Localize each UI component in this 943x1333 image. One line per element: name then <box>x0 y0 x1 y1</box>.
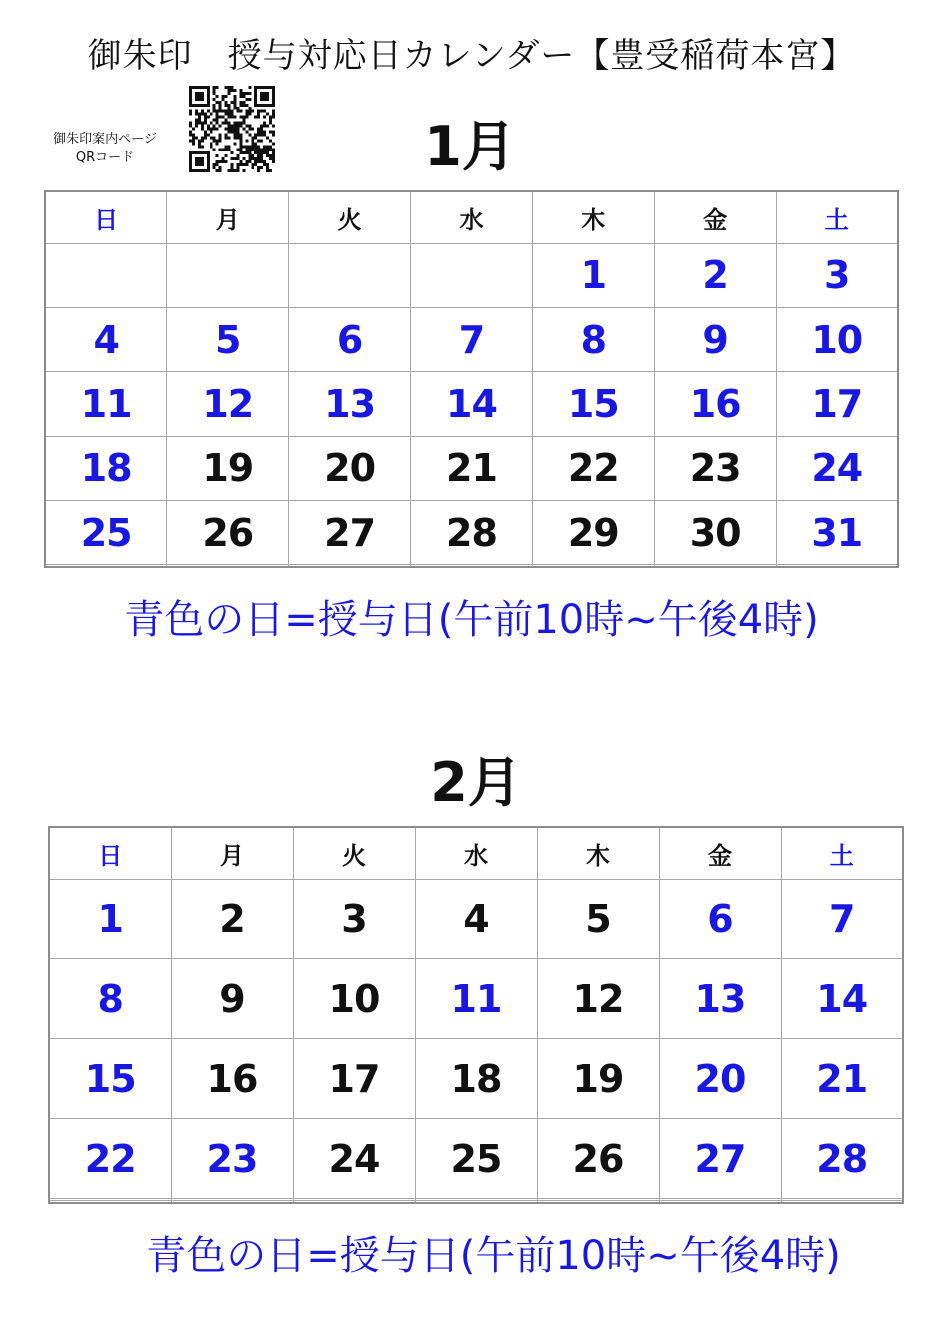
day-cell-available: 14 <box>411 372 533 436</box>
day-cell: 30 <box>654 500 776 564</box>
weekday-header: 土 <box>781 827 903 879</box>
weekday-header: 日 <box>45 191 167 243</box>
qr-label-line2: QRコード <box>75 150 135 165</box>
week-row <box>45 565 898 567</box>
day-cell-available: 16 <box>654 372 776 436</box>
weekday-header: 金 <box>659 827 781 879</box>
day-cell-available: 9 <box>654 307 776 371</box>
day-cell-available: 28 <box>781 1119 903 1199</box>
day-cell: 22 <box>532 436 654 500</box>
day-cell-empty <box>411 565 533 567</box>
day-cell: 19 <box>537 1039 659 1119</box>
day-cell: 26 <box>537 1119 659 1199</box>
day-cell-empty <box>167 243 289 307</box>
week-row <box>45 372 898 436</box>
weekday-header: 土 <box>776 191 898 243</box>
day-cell: 12 <box>537 959 659 1039</box>
day-cell-empty <box>415 1200 537 1203</box>
week-row <box>45 243 898 307</box>
day-cell-available: 14 <box>781 959 903 1039</box>
day-cell-empty <box>45 243 167 307</box>
month-title-january: 1月 <box>424 115 516 178</box>
day-cell-empty <box>659 1200 781 1203</box>
day-cell-available: 15 <box>49 1039 171 1119</box>
day-cell-empty <box>167 565 289 567</box>
week-row <box>49 1200 903 1203</box>
month-title-february: 2月 <box>430 751 522 814</box>
day-cell-available: 3 <box>776 243 898 307</box>
day-cell-empty <box>532 565 654 567</box>
day-cell-empty <box>289 565 411 567</box>
calendar-january <box>44 190 899 568</box>
day-cell-available: 20 <box>659 1039 781 1119</box>
day-cell: 2 <box>171 879 293 959</box>
day-cell-available: 7 <box>411 307 533 371</box>
day-cell: 9 <box>171 959 293 1039</box>
weekday-header: 木 <box>537 827 659 879</box>
day-cell-available: 12 <box>167 372 289 436</box>
week-row <box>49 1039 903 1119</box>
weekday-header: 水 <box>415 827 537 879</box>
day-cell: 5 <box>537 879 659 959</box>
day-cell-available: 31 <box>776 500 898 564</box>
day-cell-empty <box>289 243 411 307</box>
calendar-february <box>48 826 904 1204</box>
day-cell-empty <box>411 243 533 307</box>
day-cell-available: 21 <box>781 1039 903 1119</box>
day-cell-empty <box>781 1200 903 1203</box>
day-cell-available: 8 <box>49 959 171 1039</box>
weekday-header: 月 <box>167 191 289 243</box>
week-row <box>49 959 903 1039</box>
day-cell: 27 <box>289 500 411 564</box>
day-cell: 18 <box>415 1039 537 1119</box>
day-cell-available: 27 <box>659 1119 781 1199</box>
day-cell-available: 1 <box>532 243 654 307</box>
day-cell-available: 23 <box>171 1119 293 1199</box>
day-cell-empty <box>654 565 776 567</box>
day-cell: 20 <box>289 436 411 500</box>
day-cell-available: 11 <box>415 959 537 1039</box>
day-cell-available: 15 <box>532 372 654 436</box>
day-cell: 24 <box>293 1119 415 1199</box>
day-cell-available: 6 <box>659 879 781 959</box>
weekday-header: 火 <box>293 827 415 879</box>
qr-label <box>40 131 170 167</box>
day-cell: 17 <box>293 1039 415 1119</box>
week-row <box>45 500 898 564</box>
week-row <box>45 307 898 371</box>
weekday-header-row <box>45 191 898 243</box>
day-cell-available: 7 <box>781 879 903 959</box>
day-cell-available: 6 <box>289 307 411 371</box>
weekday-header: 火 <box>289 191 411 243</box>
day-cell-empty <box>776 565 898 567</box>
day-cell-empty <box>537 1200 659 1203</box>
day-cell-available: 24 <box>776 436 898 500</box>
day-cell-available: 22 <box>49 1119 171 1199</box>
weekday-header: 月 <box>171 827 293 879</box>
day-cell: 23 <box>654 436 776 500</box>
weekday-header: 金 <box>654 191 776 243</box>
qr-code-icon[interactable] <box>188 86 276 172</box>
page-title: 御朱印 授与対応日カレンダー【豊受稲荷本宮】 <box>87 36 856 76</box>
qr-label-line1: 御朱印案内ページ <box>53 132 157 147</box>
day-cell: 10 <box>293 959 415 1039</box>
weekday-header: 木 <box>532 191 654 243</box>
day-cell-available: 2 <box>654 243 776 307</box>
day-cell-empty <box>45 565 167 567</box>
week-row <box>45 436 898 500</box>
weekday-header: 日 <box>49 827 171 879</box>
day-cell: 19 <box>167 436 289 500</box>
day-cell-available: 25 <box>45 500 167 564</box>
day-cell-available: 13 <box>289 372 411 436</box>
day-cell: 28 <box>411 500 533 564</box>
day-cell-available: 18 <box>45 436 167 500</box>
day-cell-empty <box>49 1200 171 1203</box>
legend-note-february: 青色の日=授与日(午前10時~午後4時) <box>146 1233 841 1279</box>
day-cell-available: 8 <box>532 307 654 371</box>
day-cell: 21 <box>411 436 533 500</box>
day-cell: 16 <box>171 1039 293 1119</box>
day-cell-available: 17 <box>776 372 898 436</box>
weekday-header: 水 <box>411 191 533 243</box>
day-cell: 29 <box>532 500 654 564</box>
day-cell-available: 1 <box>49 879 171 959</box>
day-cell-available: 11 <box>45 372 167 436</box>
day-cell-available: 13 <box>659 959 781 1039</box>
week-row <box>49 1119 903 1199</box>
day-cell-empty <box>293 1200 415 1203</box>
day-cell-available: 4 <box>45 307 167 371</box>
legend-note-january: 青色の日=授与日(午前10時~午後4時) <box>124 597 819 643</box>
weekday-header-row <box>49 827 903 879</box>
week-row <box>49 879 903 959</box>
day-cell: 26 <box>167 500 289 564</box>
day-cell: 3 <box>293 879 415 959</box>
day-cell-available: 5 <box>167 307 289 371</box>
day-cell: 25 <box>415 1119 537 1199</box>
day-cell-empty <box>171 1200 293 1203</box>
day-cell-available: 10 <box>776 307 898 371</box>
day-cell: 4 <box>415 879 537 959</box>
